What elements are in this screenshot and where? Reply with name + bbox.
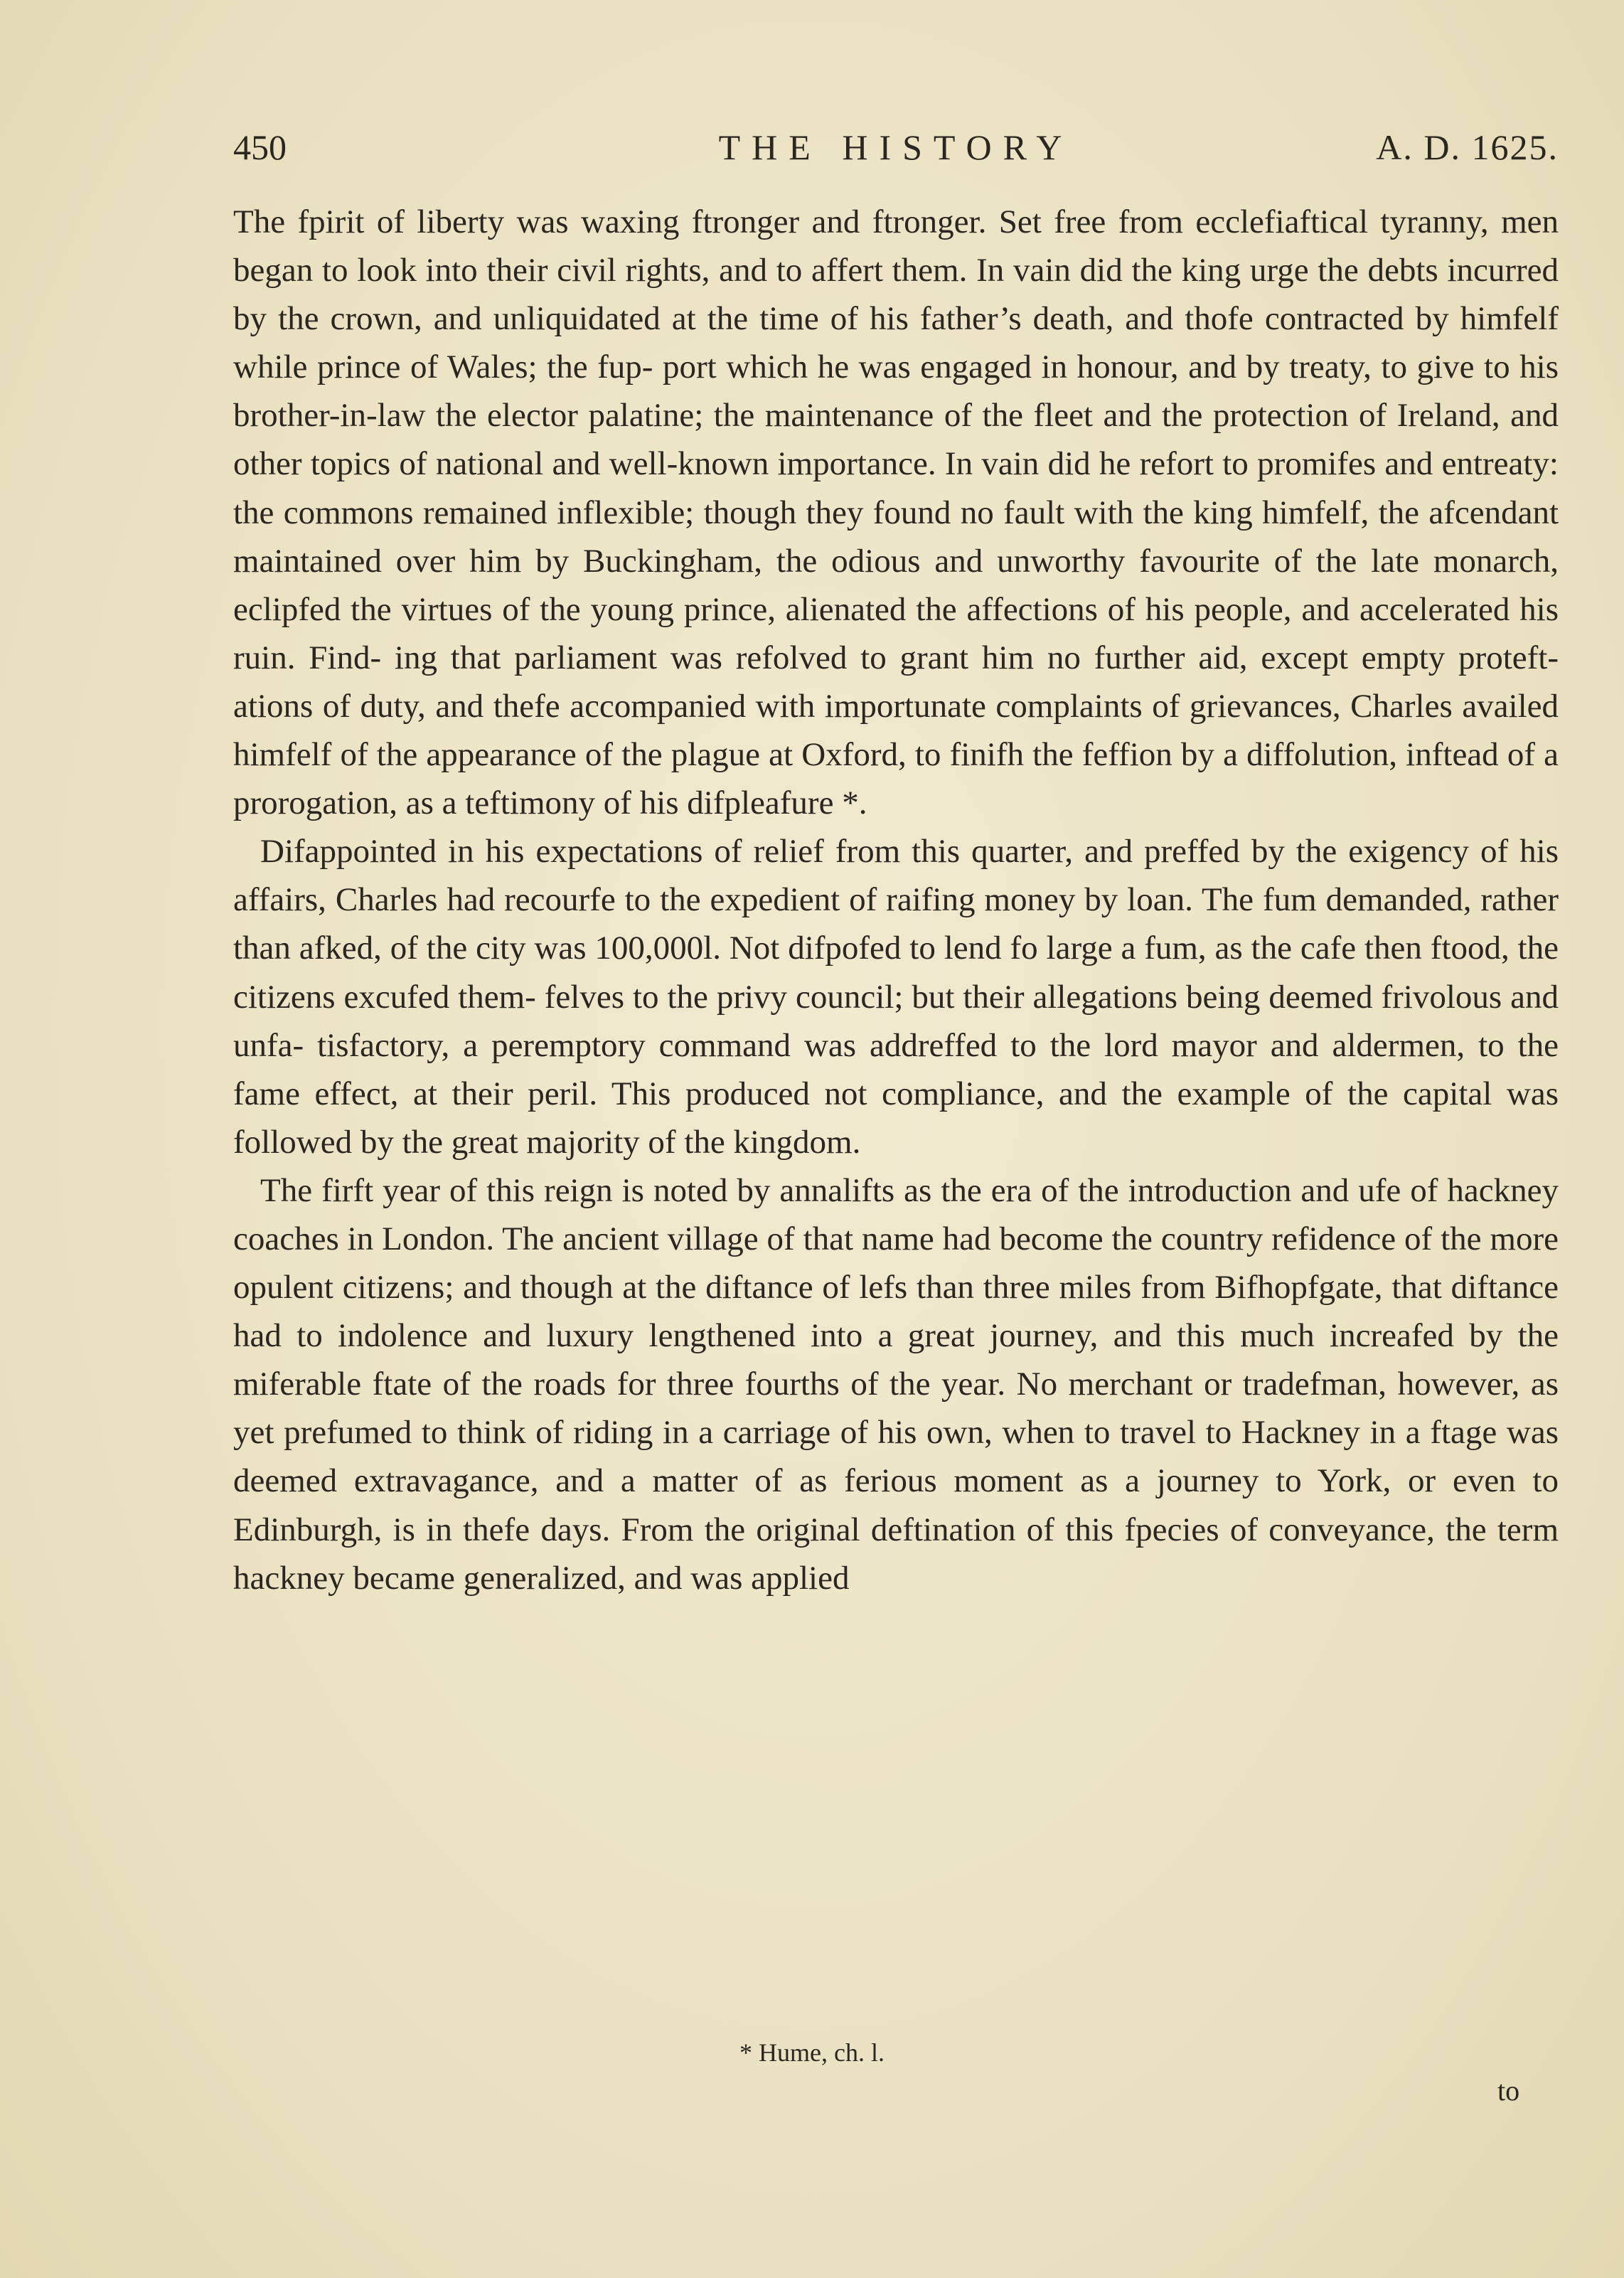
page-number: 450 xyxy=(233,127,287,167)
paragraph-liberty: The fpirit of liberty was waxing ftronger and ftronger. Set free from ecclefiaftical tyranny, men began to look into their civil rights, and to affert them. In vain did the king urge the debts incurred by the crown, and unliquidated at the time of his father’s death, and thofe contracted by himfelf while prince of Wales; the fup- port which he was engaged in honour, and by treaty, to give to his brother-in-law the elector palatine; the maintenance of the fleet and the protection of Ireland, and other topics of national and well-known importance. In vain did he refort to promifes and entreaty: the commons remained inflexible; though they found no fault with the king himfelf, the afcendant maintained over him by Buckingham, the odious and unworthy favourite of the late monarch, eclipfed the virtues of the young prince, alienated the affections of his people, and accelerated his ruin. Find- ing that parliament was refolved to grant him no further aid, except empty proteft- ations of duty, and thefe accompanied with importunate complaints of grievances, Charles availed himfelf of the appearance of the plague at Oxford, to finifh the feffion by a diffolution, inftead of a prorogation, as a teftimony of his difpleafure *. xyxy=(233,203,1559,822)
catchword: to xyxy=(1497,2075,1520,2107)
footnote: * Hume, ch. l. xyxy=(739,2038,885,2067)
paragraph-loan: Difappointed in his expectations of relief from this quarter, and preffed by the exigency of his affairs, Charles had recourfe to the expedient of raifing money by loan. The fum demanded, rather than afked, of the city was 100,000l. Not difpofed to lend fo large a fum, as the cafe then ftood, the citizens excufed them- felves to the privy council; but their allegations being deemed frivolous and unfa- tisfactory, a peremptory command was addreffed to the lord mayor and aldermen, to the fame effect, at their peril. This produced not compliance, and the example of the capital was followed by the great majority of the kingdom. xyxy=(233,833,1559,1161)
paragraph-hackney: The firft year of this reign is noted by annalifts as the era of the introduction and ufe of hackney coaches in London. The ancient village of that name had become the country refidence of the more opulent citizens; and though at the diftance of lefs than three miles from Bifhopfgate, that diftance had to indolence and luxury lengthened into a great journey, and this much increafed by the miferable ftate of the roads for three fourths of the year. No merchant or tradefman, however, as yet prefumed to think of riding in a carriage of his own, when to travel to Hackney in a ftage was deemed extravagance, and a matter of as ferious moment as a journey to York, or even to Edinburgh, is in thefe days. From the original deftination of this fpecies of conveyance, the term hackney became generalized, and was applied xyxy=(233,1171,1559,1597)
body-text xyxy=(233,198,1559,1602)
running-title: THE HISTORY xyxy=(718,127,1074,167)
running-date: A. D. 1625. xyxy=(1376,127,1559,167)
running-head xyxy=(233,127,1559,176)
